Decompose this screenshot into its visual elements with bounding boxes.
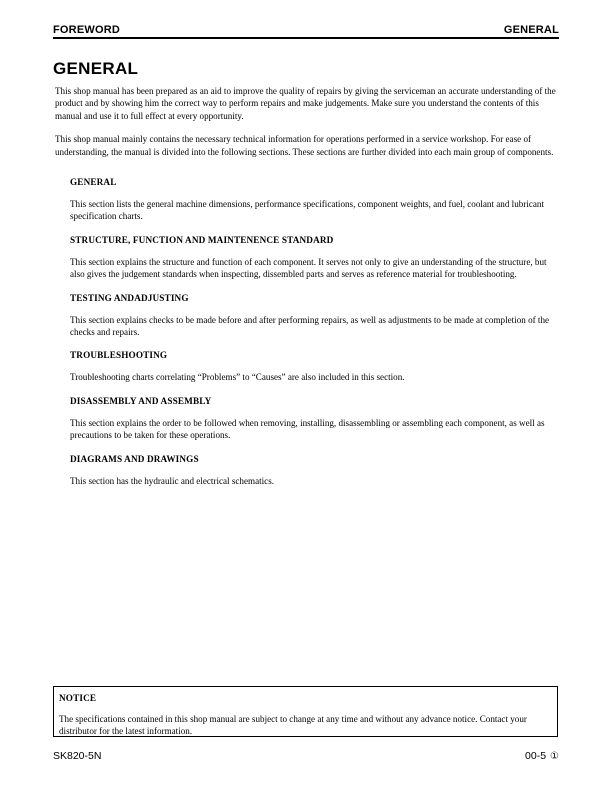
header-divider-rule — [53, 37, 559, 39]
section-body: This section has the hydraulic and electrical schematics. — [70, 475, 275, 486]
section-body: This section explains checks to be made before and after performing repairs, as well as adjustments to be made at completion of the checks and repairs. — [70, 314, 550, 338]
section-heading: TESTING ANDADJUSTING — [70, 292, 189, 303]
section-general — [55, 176, 560, 223]
section-heading: DIAGRAMS AND DRAWINGS — [70, 453, 199, 464]
section-body: Troubleshooting charts correlating “Problems” to “Causes” are also included in this section. — [70, 372, 405, 383]
section-heading: GENERAL — [70, 177, 117, 187]
section-list — [55, 176, 560, 498]
running-header-right: GENERAL — [503, 24, 559, 36]
section-disassembly-and-assembly — [55, 395, 560, 442]
intro-paragraph: This shop manual mainly contains the necessary technical information for operations performed in a service workshop. For ease of understanding, the manual is divided into the following sections. These sections are further divided into each main group of components. — [55, 134, 554, 157]
page-title: GENERAL — [53, 59, 139, 79]
section-body: This section explains the order to be followed when removing, installing, disassembling or assembling each component, as well as precautions to be taken for these operations. — [70, 417, 545, 441]
footer-page-group — [525, 750, 559, 763]
section-troubleshooting — [55, 349, 560, 383]
notice-text: The specifications contained in this shop manual are subject to change at any time and without any advance notice. Contact your distributor for the latest information. — [59, 714, 527, 737]
section-diagrams-and-drawings — [55, 453, 560, 487]
intro-block — [55, 85, 560, 158]
section-body: This section explains the structure and function of each component. It serves not only to give an understanding of the structure, but also gives the judgement standards when inspecting, dissembled parts and serves as reference material for troubleshooting. — [70, 256, 547, 280]
page-footer — [53, 750, 559, 763]
notice-title: NOTICE — [59, 693, 97, 703]
intro-paragraph: This shop manual has been prepared as an aid to improve the quality of repairs by giving the serviceman an accurate understanding of the product and by showing him the correct way to perform repairs and make judgements. Make sure you understand the contents of this manual and use it to full effect at every opportunity. — [55, 86, 556, 121]
section-heading: STRUCTURE, FUNCTION AND MAINTENENCE STANDARD — [70, 234, 334, 245]
running-header-left: FOREWORD — [53, 24, 120, 36]
footer-model-number: SK820-5N — [53, 750, 102, 762]
section-body: This section lists the general machine dimensions, performance specifications, component weights, and fuel, coolant and lubricant specification charts. — [70, 199, 544, 222]
section-structure-function-maintenance — [55, 234, 560, 281]
section-testing-and-adjusting — [55, 292, 560, 339]
footer-page-number: 00-5 — [525, 750, 547, 762]
section-heading: TROUBLESHOOTING — [70, 350, 168, 361]
section-heading: DISASSEMBLY AND ASSEMBLY — [70, 395, 212, 406]
notice-box — [53, 686, 558, 737]
revision-mark-icon: ① — [550, 751, 559, 762]
